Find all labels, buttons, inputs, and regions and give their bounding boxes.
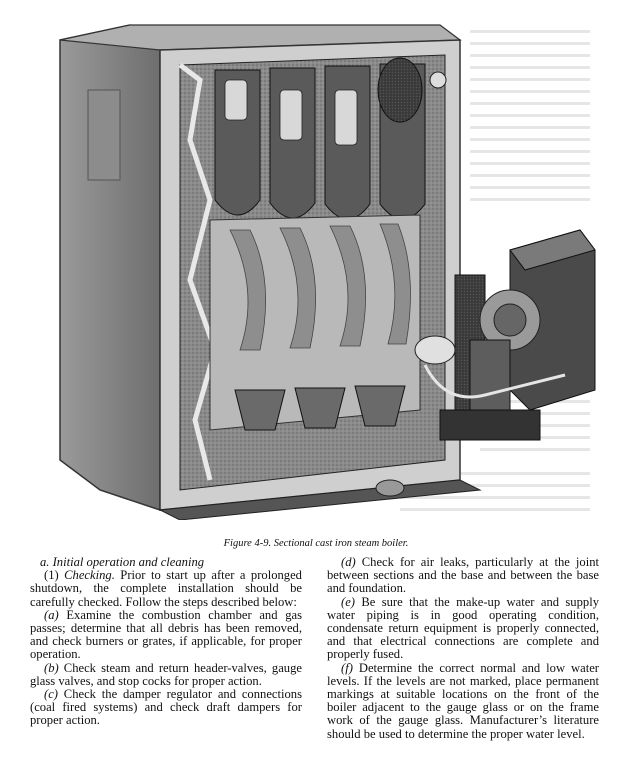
checking-label: Checking. [64, 568, 115, 583]
item-d-letter: (d) [341, 555, 356, 569]
item-a-letter: (a) [44, 607, 59, 622]
text-column-left [30, 556, 302, 728]
text-column-right [327, 556, 599, 741]
section-heading-title: Initial operation and cleaning [52, 555, 205, 569]
item-e-text: Be sure that the make-up water and supply water piping is in good operating condition, condensate return equipment is properly connected, and that electrical connections are complete and properly fused. [327, 594, 599, 662]
item-d [327, 556, 599, 596]
boiler-illustration [40, 20, 600, 520]
item-e [327, 596, 599, 662]
item-b-letter: (b) [44, 660, 59, 675]
item-c [30, 688, 302, 728]
item-c-text: Check the damper regulator and connections (coal fired systems) and check draft dampers for proper action. [30, 687, 302, 728]
item-f [327, 662, 599, 741]
checking-number: (1) [44, 568, 59, 583]
item-c-letter: (c) [44, 687, 58, 702]
item-f-letter: (f) [341, 660, 353, 675]
section-heading-letter: a. [40, 555, 50, 569]
boiler-figure [40, 20, 600, 520]
checking-text: Prior to start up after a prolonged shutdown, the complete installation should be carefully checked. Follow the steps described below: [30, 568, 302, 609]
item-b-text: Check steam and return header-valves, gauge glass valves, and stop cocks for proper action. [30, 660, 302, 688]
item-a-text: Examine the combustion chamber and gas passes; determine that all debris has been removed, and check burners or grates, if applicable, for proper operation. [30, 607, 302, 662]
item-e-letter: (e) [341, 594, 355, 609]
item-f-text: Determine the correct normal and low water levels. If the levels are not marked, place permanent markings at suitable locations on the front of the boiler adjacent to the gauge glass or on the frame work of the gauge glass. Manufacturer’s literature should be used to determine the proper water level. [327, 660, 599, 741]
item-a [30, 609, 302, 662]
checking-paragraph [30, 569, 302, 609]
item-d-text: Check for air leaks, particularly at the joint between sections and the base and between the base and foundation. [327, 555, 599, 596]
figure-caption: Figure 4-9. Sectional cast iron steam boiler. [223, 538, 409, 549]
item-b [30, 662, 302, 688]
